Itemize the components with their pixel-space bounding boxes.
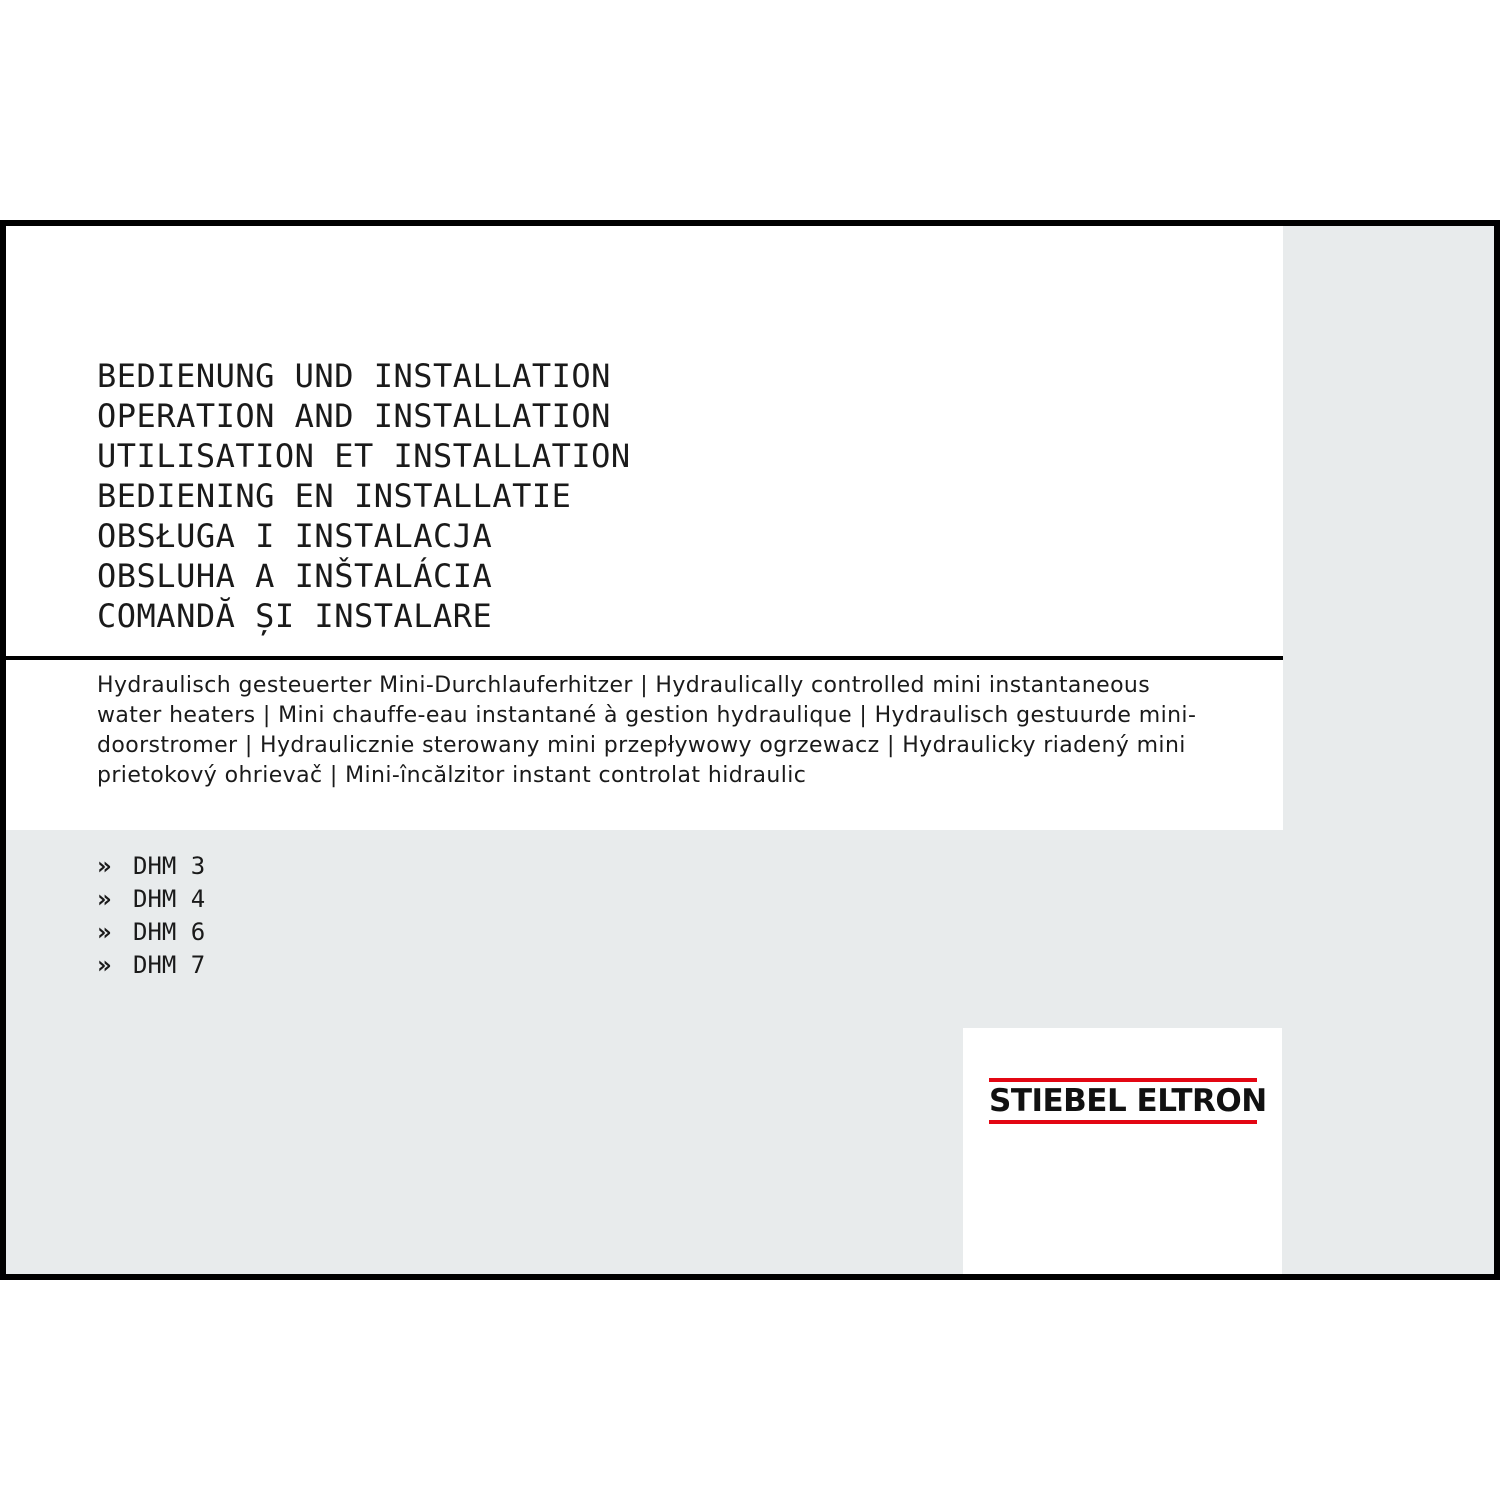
- cover-frame: [0, 220, 1500, 1280]
- divider-rule: [6, 656, 1283, 660]
- title-pl: OBSŁUGA I INSTALACJA: [97, 517, 493, 555]
- title-ro: COMANDĂ ȘI INSTALARE: [97, 597, 493, 635]
- title-nl: BEDIENING EN INSTALLATIE: [97, 477, 572, 515]
- title-fr: UTILISATION ET INSTALLATION: [97, 437, 631, 475]
- title-panel: [6, 226, 1283, 830]
- brand-logo: [989, 1078, 1267, 1124]
- model-label: DHM 7: [133, 951, 206, 979]
- model-item: [97, 949, 205, 982]
- model-label: DHM 4: [133, 885, 206, 913]
- logo-accent-bar: [989, 1078, 1257, 1082]
- product-description: Hydraulisch gesteuerter Mini-Durchlauferhitzer | Hydraulically controlled mini instantaneous water heaters | Mini chauffe-eau instantané à gestion hydraulique | Hydraulisch gestuurde mini-doorstromer | Hydraulicznie sterowany mini przepływowy ogrzewacz | Hydraulicky riadený mini prietokový ohrievač | Mini-încălzitor instant controlat hidraulic: [97, 673, 1197, 788]
- chevron-right-icon: »: [97, 885, 112, 913]
- model-label: DHM 6: [133, 918, 206, 946]
- chevron-right-icon: »: [97, 918, 112, 946]
- model-item: [97, 916, 205, 949]
- logo-panel: [963, 1028, 1282, 1274]
- model-list: [97, 850, 205, 982]
- chevron-right-icon: »: [97, 852, 112, 880]
- title-en: OPERATION AND INSTALLATION: [97, 397, 611, 435]
- document-titles: [97, 356, 631, 636]
- model-item: [97, 883, 205, 916]
- title-de: BEDIENUNG UND INSTALLATION: [97, 357, 611, 395]
- model-label: DHM 3: [133, 852, 206, 880]
- chevron-right-icon: »: [97, 951, 112, 979]
- brand-name: STIEBEL ELTRON: [989, 1083, 1267, 1119]
- model-item: [97, 850, 205, 883]
- title-sk: OBSLUHA A INŠTALÁCIA: [97, 557, 493, 595]
- logo-accent-bar: [989, 1120, 1257, 1124]
